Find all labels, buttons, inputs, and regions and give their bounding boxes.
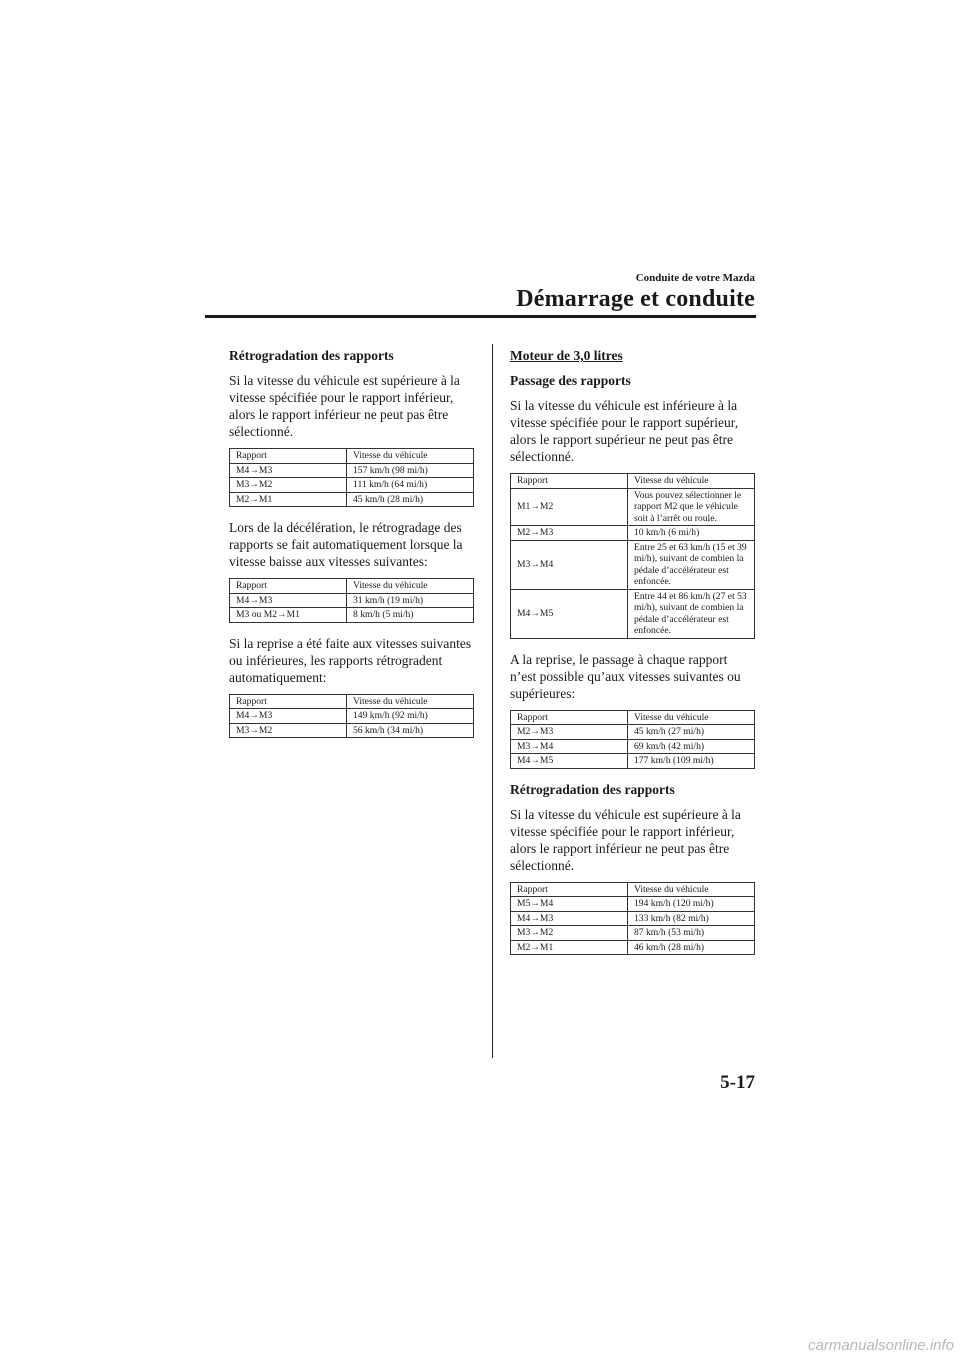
gear-cell: M2→M3 (511, 526, 628, 541)
gear-cell: M4→M5 (511, 754, 628, 769)
gear-cell: M4→M3 (230, 593, 347, 608)
left-table-1 (229, 448, 474, 507)
gear-cell: M4→M5 (511, 589, 628, 638)
gear-cell: M4→M3 (230, 463, 347, 478)
right-table-2 (510, 710, 755, 769)
gear-cell: M4→M3 (511, 911, 628, 926)
left-table-3 (229, 694, 474, 739)
table-row (230, 608, 474, 623)
page-title: Démarrage et conduite (516, 286, 755, 312)
gear-cell: M1→M2 (511, 488, 628, 526)
table-row (511, 725, 755, 740)
speed-cell: 111 km/h (64 mi/h) (347, 478, 474, 493)
gear-cell: M2→M3 (511, 725, 628, 740)
gear-cell: M3→M4 (511, 739, 628, 754)
speed-cell: 31 km/h (19 mi/h) (347, 593, 474, 608)
speed-cell: 10 km/h (6 mi/h) (628, 526, 755, 541)
table-row (511, 589, 755, 638)
speed-cell: 177 km/h (109 mi/h) (628, 754, 755, 769)
table-header-row (230, 449, 474, 464)
speed-cell: Vitesse du véhicule (347, 694, 474, 709)
table-row (230, 463, 474, 478)
speed-cell: Vitesse du véhicule (628, 474, 755, 489)
table-row (230, 709, 474, 724)
header-section-label: Conduite de votre Mazda (635, 272, 755, 284)
right-table-3 (510, 882, 755, 956)
speed-cell: 8 km/h (5 mi/h) (347, 608, 474, 623)
speed-cell: Vitesse du véhicule (628, 882, 755, 897)
table-row (511, 526, 755, 541)
left-table-2 (229, 578, 474, 623)
left-paragraph-1: Si la vitesse du véhicule est supérieure à la vitesse spécifiée pour le rapport inférieur, alors le rapport inférieur ne peut pas être sélectionné. (229, 373, 460, 439)
table-header-row (511, 882, 755, 897)
right-paragraph-2: A la reprise, le passage à chaque rapport n’est possible qu’aux vitesses suivantes ou supérieures: (510, 651, 741, 701)
column-divider (492, 344, 493, 1058)
gear-cell: M2→M1 (230, 492, 347, 507)
right-subheading-2: Rétrogradation des rapports (510, 781, 675, 797)
table-row (511, 739, 755, 754)
table-header-row (230, 579, 474, 594)
gear-cell: M3 ou M2→M1 (230, 608, 347, 623)
gear-cell: M3→M2 (230, 478, 347, 493)
speed-cell: 149 km/h (92 mi/h) (347, 709, 474, 724)
engine-heading: Moteur de 3,0 litres (510, 348, 623, 363)
table-row (230, 593, 474, 608)
left-paragraph-2: Lors de la décélération, le rétrogradage des rapports se fait automatiquement lorsque la vitesse baisse aux vitesses suivantes: (229, 520, 463, 569)
right-paragraph-3: Si la vitesse du véhicule est supérieure à la vitesse spécifiée pour le rapport inférieur, alors le rapport inférieur ne peut pas être sélectionné. (510, 806, 741, 873)
left-heading: Rétrogradation des rapports (229, 348, 394, 363)
gear-cell: Rapport (230, 579, 347, 594)
gear-cell: M4→M3 (230, 709, 347, 724)
table-row (511, 540, 755, 589)
speed-cell: Vitesse du véhicule (347, 579, 474, 594)
speed-cell: Vitesse du véhicule (347, 449, 474, 464)
table-row (511, 940, 755, 955)
table-row (511, 911, 755, 926)
speed-cell: 56 km/h (34 mi/h) (347, 723, 474, 738)
speed-cell: Vous pouvez sélectionner le rapport M2 que le véhicule soit à l’arrêt ou roule. (628, 488, 755, 526)
gear-cell: Rapport (230, 694, 347, 709)
speed-cell: 194 km/h (120 mi/h) (628, 897, 755, 912)
speed-cell: 69 km/h (42 mi/h) (628, 739, 755, 754)
left-column (229, 347, 474, 750)
table-row (511, 488, 755, 526)
speed-cell: 87 km/h (53 mi/h) (628, 926, 755, 941)
gear-cell: Rapport (511, 710, 628, 725)
table-row (230, 492, 474, 507)
speed-cell: Entre 44 et 86 km/h (27 et 53 mi/h), suivant de combien la pédale d’accélérateur est enfoncée. (628, 589, 755, 638)
right-subheading-1: Passage des rapports (510, 373, 631, 388)
gear-cell: M3→M4 (511, 540, 628, 589)
speed-cell: 45 km/h (28 mi/h) (347, 492, 474, 507)
table-header-row (511, 474, 755, 489)
speed-cell: 45 km/h (27 mi/h) (628, 725, 755, 740)
gear-cell: Rapport (230, 449, 347, 464)
speed-cell: 133 km/h (82 mi/h) (628, 911, 755, 926)
watermark: carmanualsonline.info (808, 1337, 954, 1354)
speed-cell: Vitesse du véhicule (628, 710, 755, 725)
gear-cell: Rapport (511, 474, 628, 489)
gear-cell: Rapport (511, 882, 628, 897)
gear-cell: M2→M1 (511, 940, 628, 955)
table-row (511, 926, 755, 941)
gear-cell: M3→M2 (230, 723, 347, 738)
table-row (511, 897, 755, 912)
table-row (511, 754, 755, 769)
gear-cell: M5→M4 (511, 897, 628, 912)
right-column (510, 347, 755, 967)
table-row (230, 478, 474, 493)
table-header-row (511, 710, 755, 725)
speed-cell: 157 km/h (98 mi/h) (347, 463, 474, 478)
page-number: 5-17 (720, 1072, 755, 1093)
right-table-1 (510, 473, 755, 639)
speed-cell: 46 km/h (28 mi/h) (628, 940, 755, 955)
speed-cell: Entre 25 et 63 km/h (15 et 39 mi/h), suivant de combien la pédale d’accélérateur est enfoncée. (628, 540, 755, 589)
table-row (230, 723, 474, 738)
header-rule (205, 315, 756, 318)
right-paragraph-1: Si la vitesse du véhicule est inférieure à la vitesse spécifiée pour le rapport supérieur, alors le rapport supérieur ne peut pas être sélectionné. (510, 398, 739, 464)
gear-cell: M3→M2 (511, 926, 628, 941)
left-paragraph-3: Si la reprise a été faite aux vitesses suivantes ou inférieures, les rapports rétrogradent automatiquement: (229, 635, 472, 685)
table-header-row (230, 694, 474, 709)
